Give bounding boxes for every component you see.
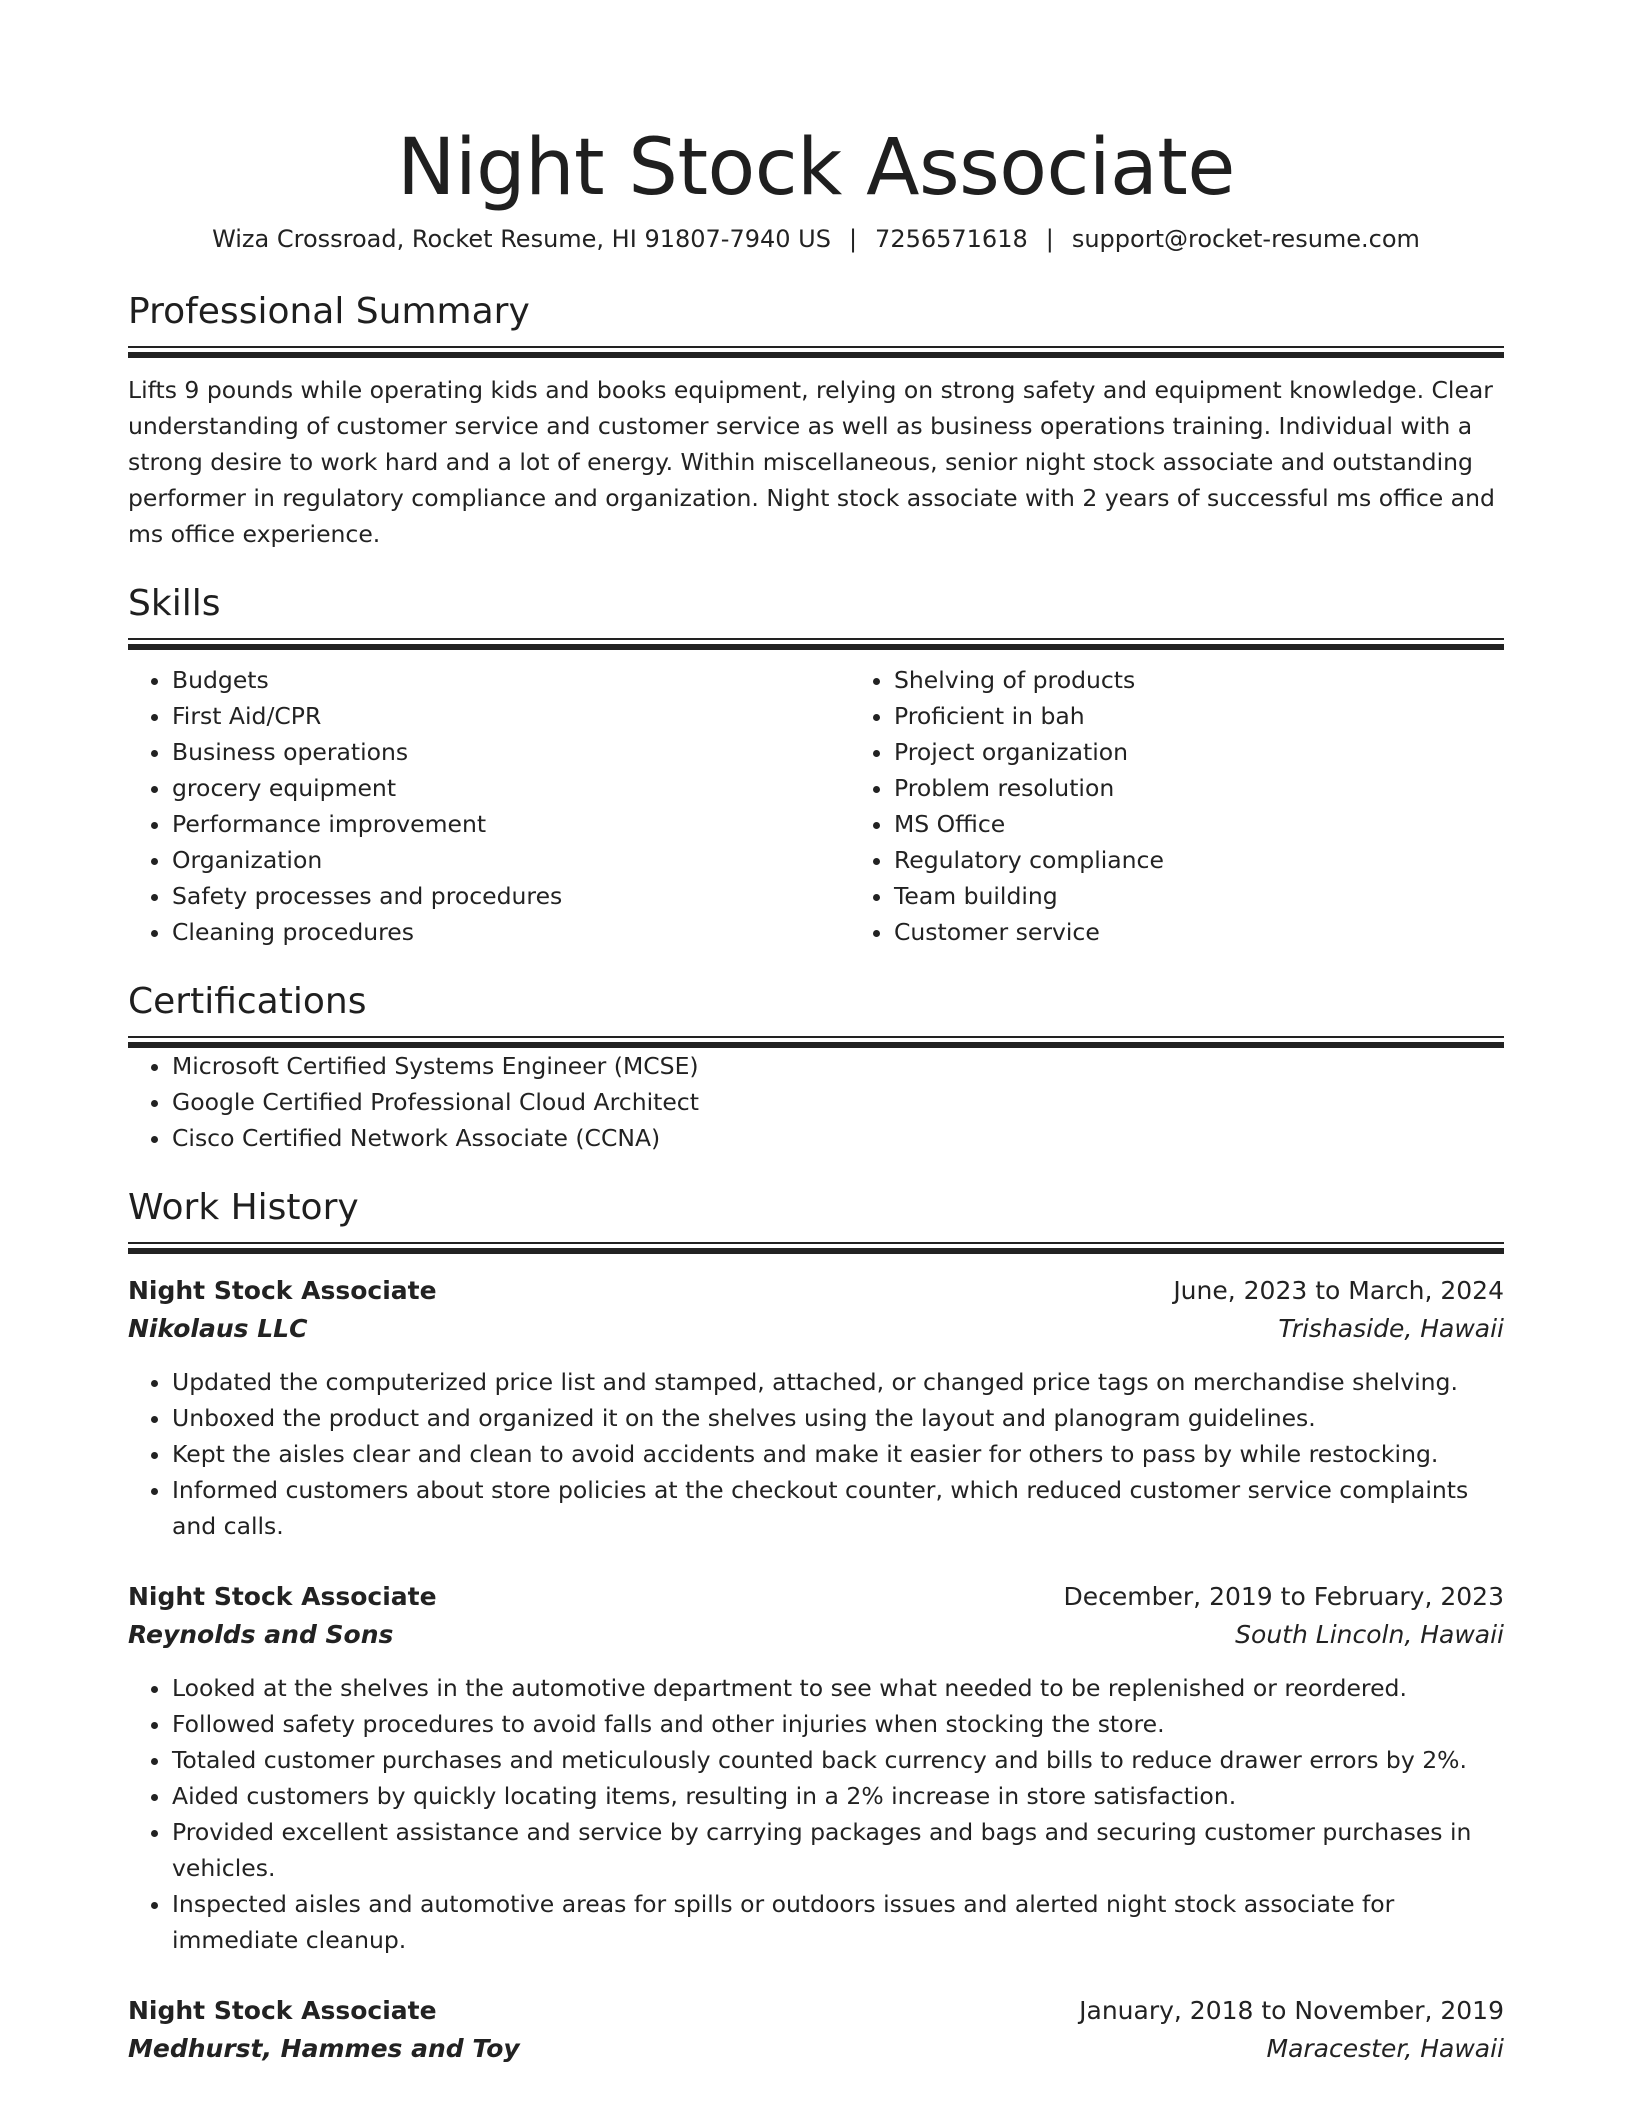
skill-item: • Problem resolution xyxy=(894,770,1504,806)
certification-item: • Microsoft Certified Systems Engineer (MCSE) xyxy=(172,1048,1504,1084)
summary-section xyxy=(128,290,1504,552)
job-entry xyxy=(128,1272,1504,1544)
contact-address: Wiza Crossroad, Rocket Resume, HI 91807-7940 US xyxy=(212,225,831,253)
skill-item: • Shelving of products xyxy=(894,662,1504,698)
job-entry xyxy=(128,1578,1504,1958)
job-bullet: • Looked at the shelves in the automotive department to see what needed to be replenished or reordered. xyxy=(172,1670,1504,1706)
certifications-section xyxy=(128,980,1504,1156)
resume-name: Night Stock Associate xyxy=(397,123,1235,213)
job-dates: January, 2018 to November, 2019 xyxy=(1079,1996,1504,2025)
job-bullet: • Followed safety procedures to avoid falls and other injuries when stocking the store. xyxy=(172,1706,1504,1742)
job-bullets xyxy=(128,1670,1504,1958)
skills-section xyxy=(128,582,1504,950)
contact-separator: | xyxy=(1045,225,1054,253)
section-title-skills: Skills xyxy=(128,583,221,624)
skills-grid xyxy=(128,662,1504,950)
job-company: Medhurst, Hammes and Toy xyxy=(128,2034,520,2063)
job-bullet: • Kept the aisles clear and clean to avoid accidents and make it easier for others to pass by while restocking. xyxy=(172,1436,1504,1472)
skill-item: • Regulatory compliance xyxy=(894,842,1504,878)
contact-line xyxy=(128,222,1504,256)
job-bullet: • Aided customers by quickly locating items, resulting in a 2% increase in store satisfaction. xyxy=(172,1778,1504,1814)
job-bullet: • Provided excellent assistance and service by carrying packages and bags and securing customer purchases in vehicles. xyxy=(172,1814,1504,1886)
job-bullet: • Unboxed the product and organized it on the shelves using the layout and planogram guidelines. xyxy=(172,1400,1504,1436)
job-title: Night Stock Associate xyxy=(128,1276,437,1305)
contact-email: support@rocket-resume.com xyxy=(1071,225,1420,253)
section-title-work-history: Work History xyxy=(128,1187,359,1228)
section-title-summary: Professional Summary xyxy=(128,291,530,332)
job-dates: June, 2023 to March, 2024 xyxy=(1173,1276,1504,1305)
certification-item: • Google Certified Professional Cloud Architect xyxy=(172,1084,1504,1120)
job-company: Reynolds and Sons xyxy=(128,1620,394,1649)
skill-item: • Proficient in bah xyxy=(894,698,1504,734)
skill-item: • Customer service xyxy=(894,914,1504,950)
certification-item: • Cisco Certified Network Associate (CCNA) xyxy=(172,1120,1504,1156)
skill-item: • Business operations xyxy=(172,734,850,770)
job-location: South Lincoln, Hawaii xyxy=(1235,1620,1504,1649)
job-location: Trishaside, Hawaii xyxy=(1278,1314,1504,1343)
skill-item: • Project organization xyxy=(894,734,1504,770)
skill-item: • Organization xyxy=(172,842,850,878)
skill-item: • Team building xyxy=(894,878,1504,914)
certifications-list xyxy=(128,1048,1504,1156)
skill-item: • Safety processes and procedures xyxy=(172,878,850,914)
job-location: Maracester, Hawaii xyxy=(1266,2034,1504,2063)
summary-text: Lifts 9 pounds while operating kids and books equipment, relying on strong safety and equipment knowledge. Clear understanding of customer service and customer service as well as business operations training. Individual with a strong desire to work hard and a lot of energy. Within miscellaneous, senior night stock associate and outstanding performer in regulatory compliance and organization. Night stock associate with 2 years of successful ms office and ms office experience. xyxy=(128,376,1495,548)
skill-item: • Budgets xyxy=(172,662,850,698)
skill-item: • Performance improvement xyxy=(172,806,850,842)
section-divider xyxy=(128,638,1504,650)
job-bullet: • Inspected aisles and automotive areas for spills or outdoors issues and alerted night stock associate for immediate cleanup. xyxy=(172,1886,1504,1958)
skills-list-left xyxy=(128,662,850,950)
job-entry xyxy=(128,1992,1504,2068)
job-company: Nikolaus LLC xyxy=(128,1314,308,1343)
job-dates: December, 2019 to February, 2023 xyxy=(1063,1582,1504,1611)
section-divider xyxy=(128,1242,1504,1254)
section-divider xyxy=(128,1036,1504,1048)
work-history-section xyxy=(128,1186,1504,2068)
contact-separator: | xyxy=(848,225,858,253)
skill-item: • Cleaning procedures xyxy=(172,914,850,950)
skill-item: • MS Office xyxy=(894,806,1504,842)
skill-item: • First Aid/CPR xyxy=(172,698,850,734)
job-bullet: • Informed customers about store policies at the checkout counter, which reduced customer service complaints and calls. xyxy=(172,1472,1504,1544)
skills-list-right xyxy=(850,662,1504,950)
job-bullets xyxy=(128,1364,1504,1544)
job-title: Night Stock Associate xyxy=(128,1996,437,2025)
contact-phone: 7256571618 xyxy=(875,225,1028,253)
section-title-certifications: Certifications xyxy=(128,981,367,1022)
job-bullet: • Totaled customer purchases and meticulously counted back currency and bills to reduce drawer errors by 2%. xyxy=(172,1742,1504,1778)
job-title: Night Stock Associate xyxy=(128,1582,437,1611)
resume-page xyxy=(128,0,1504,2068)
section-divider xyxy=(128,346,1504,358)
job-bullet: • Updated the computerized price list and stamped, attached, or changed price tags on merchandise shelving. xyxy=(172,1364,1504,1400)
skill-item: • grocery equipment xyxy=(172,770,850,806)
